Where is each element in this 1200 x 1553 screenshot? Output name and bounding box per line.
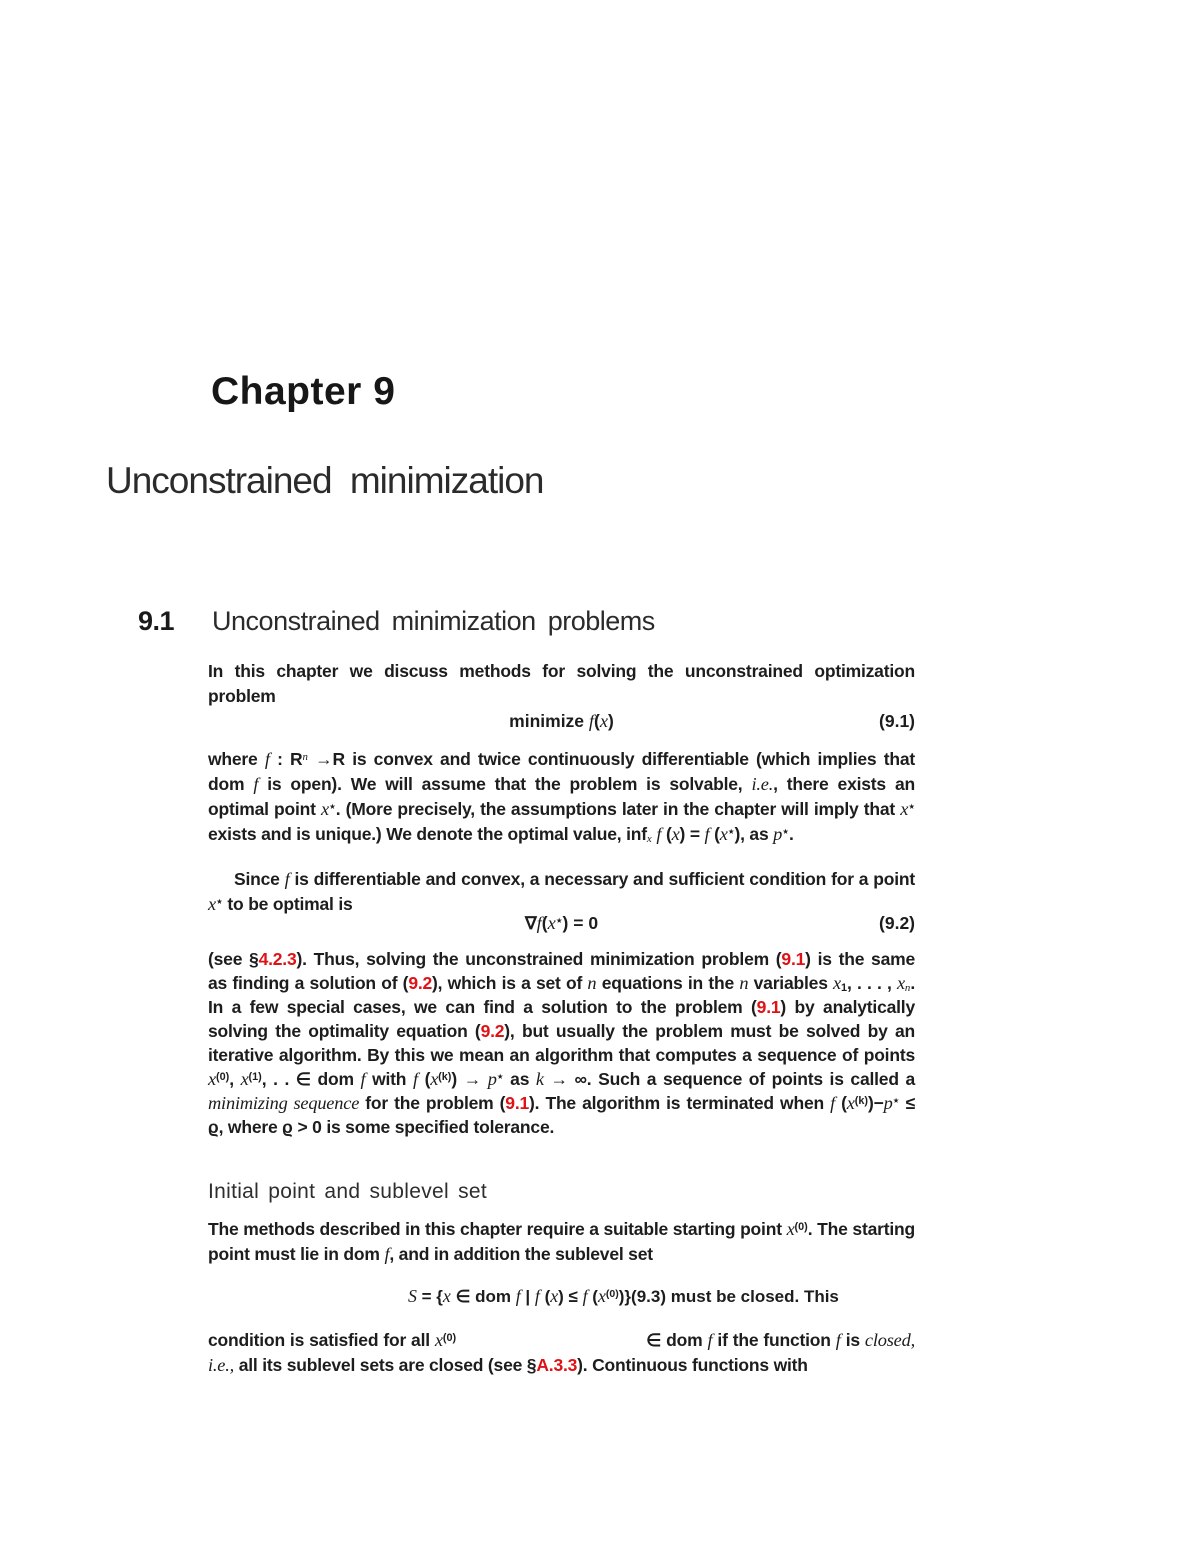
text-segment: The methods described in this chapter require a suitable starting point bbox=[208, 1219, 787, 1239]
text-segment: n bbox=[904, 982, 911, 995]
text-segment: ) = bbox=[679, 824, 705, 844]
text-segment: p bbox=[773, 824, 783, 844]
subsection-heading: Initial point and sublevel set bbox=[208, 1180, 487, 1203]
text-segment: ) → bbox=[451, 1069, 488, 1089]
text-segment: x bbox=[597, 1286, 606, 1306]
text-segment: ⋆ bbox=[496, 1070, 504, 1083]
chapter-title: Unconstrained minimization bbox=[106, 460, 544, 501]
text-segment: f bbox=[264, 749, 270, 769]
text-segment: equations in the bbox=[596, 973, 740, 993]
text-segment: to be optimal is bbox=[222, 894, 353, 914]
text-segment: → ∞. Such a sequence of points is called a bbox=[543, 1069, 916, 1089]
section-number: 9.1 bbox=[138, 606, 175, 636]
text-segment: (9.3) bbox=[631, 1287, 667, 1306]
paragraph-iterative-algorithm bbox=[208, 947, 915, 1139]
text-segment: n bbox=[739, 973, 749, 993]
text-segment: x bbox=[846, 1093, 855, 1113]
text-segment: f bbox=[835, 1330, 841, 1350]
text-segment: ) bbox=[608, 711, 614, 731]
cross-reference-link[interactable]: A.3.3 bbox=[536, 1355, 578, 1375]
text-segment: f bbox=[582, 1286, 588, 1306]
text-segment: k bbox=[535, 1069, 544, 1089]
paragraph-starting-point bbox=[208, 1217, 915, 1267]
cross-reference-link[interactable]: 9.1 bbox=[505, 1093, 530, 1113]
equation-9-3 bbox=[208, 1286, 915, 1307]
text-segment: n bbox=[302, 750, 308, 763]
text-segment: x bbox=[430, 1069, 439, 1089]
text-segment: x bbox=[547, 913, 556, 933]
text-segment: is bbox=[840, 1330, 865, 1350]
text-segment: (see § bbox=[208, 949, 259, 969]
text-segment: f bbox=[360, 1069, 366, 1089]
text-segment: ⋆ bbox=[727, 825, 735, 838]
text-segment: , . . . , bbox=[847, 973, 897, 993]
text-segment: x bbox=[208, 894, 216, 914]
text-segment: ). The algorithm is terminated when bbox=[529, 1093, 831, 1113]
text-segment: x bbox=[434, 1330, 443, 1350]
text-segment: ( bbox=[835, 1093, 847, 1113]
text-segment: ⋆ bbox=[328, 800, 336, 813]
text-segment: f bbox=[384, 1244, 390, 1264]
text-segment: ∇ bbox=[524, 913, 537, 933]
text-segment: minimizing sequence bbox=[208, 1093, 360, 1113]
text-segment: ). Continuous functions with bbox=[577, 1355, 808, 1375]
text-segment: ) by analytically solving the optimality equation ( bbox=[208, 997, 915, 1041]
text-segment: ⋆ bbox=[215, 895, 223, 908]
paragraph-intro: In this chapter we discuss methods for solving the unconstrained optimization problem bbox=[208, 661, 915, 706]
text-segment: x bbox=[320, 799, 329, 819]
section-heading bbox=[138, 606, 655, 637]
text-segment: ). Thus, solving the unconstrained minimization problem ( bbox=[296, 949, 782, 969]
text-segment: for the problem ( bbox=[359, 1093, 506, 1113]
text-segment: ( bbox=[661, 824, 672, 844]
text-segment: (0) bbox=[794, 1220, 808, 1233]
text-segment: as bbox=[503, 1069, 536, 1089]
text-segment: f bbox=[830, 1093, 836, 1113]
text-segment: x bbox=[786, 1219, 795, 1239]
text-segment: ( bbox=[709, 824, 720, 844]
equation-9-1-body bbox=[509, 711, 614, 731]
text-segment: R bbox=[289, 749, 303, 769]
text-segment: f bbox=[534, 1286, 540, 1306]
text-segment: x bbox=[599, 711, 608, 731]
text-segment: (k) bbox=[438, 1070, 452, 1083]
text-segment: Since bbox=[234, 869, 285, 889]
text-segment: ) = 0 bbox=[562, 913, 599, 933]
text-segment: with bbox=[365, 1069, 413, 1089]
text-segment: is open). We will assume that the problem is solvable, bbox=[258, 774, 752, 794]
text-segment: → bbox=[307, 749, 333, 769]
text-segment: x bbox=[646, 833, 652, 846]
cross-reference-link[interactable]: 9.1 bbox=[756, 997, 781, 1017]
cross-reference-link[interactable]: 9.1 bbox=[781, 949, 806, 969]
text-segment: . (More precisely, the assumptions later in the chapter will imply that bbox=[335, 799, 901, 819]
paragraph-problem-assumptions bbox=[208, 747, 915, 847]
text-segment: ) ≤ bbox=[558, 1287, 583, 1306]
text-segment: ( bbox=[594, 711, 600, 731]
paragraph-closedness-condition bbox=[208, 1328, 915, 1378]
equation-9-1-number: (9.1) bbox=[879, 711, 915, 731]
text-segment: ⋆ bbox=[908, 800, 915, 813]
paragraph-optimality-condition bbox=[208, 867, 915, 917]
text-segment: p bbox=[487, 1069, 497, 1089]
text-segment: x bbox=[550, 1286, 559, 1306]
text-segment: f bbox=[536, 913, 542, 933]
text-segment: = { bbox=[416, 1287, 443, 1306]
text-segment: ∈ dom bbox=[450, 1287, 516, 1306]
text-segment: f bbox=[515, 1286, 521, 1306]
text-segment: , there exists an optimal point bbox=[208, 774, 915, 819]
text-segment: x bbox=[900, 799, 909, 819]
text-segment: if the function bbox=[712, 1330, 836, 1350]
text-segment: x bbox=[719, 824, 728, 844]
text-segment: where bbox=[208, 749, 265, 769]
text-segment: i.e. bbox=[751, 774, 774, 794]
text-segment: . bbox=[788, 824, 794, 844]
cross-reference-link[interactable]: 9.2 bbox=[480, 1021, 505, 1041]
text-segment: ( bbox=[539, 1287, 551, 1306]
text-segment: . In a few special cases, we can find a solution to the problem ( bbox=[208, 973, 915, 1017]
text-segment: x bbox=[240, 1069, 249, 1089]
text-segment: ( bbox=[417, 1069, 431, 1089]
text-segment: , bbox=[229, 1069, 241, 1089]
text-segment: 1 bbox=[841, 982, 848, 995]
text-segment: (0) bbox=[605, 1287, 619, 1300]
text-segment: )− bbox=[868, 1093, 884, 1113]
text-segment: x bbox=[833, 973, 841, 993]
text-segment: S bbox=[408, 1286, 417, 1306]
text-segment: all its sublevel sets are closed (see § bbox=[234, 1355, 537, 1375]
text-segment: : bbox=[269, 749, 290, 769]
text-segment: ∈ dom bbox=[646, 1330, 708, 1350]
text-segment: x bbox=[671, 824, 680, 844]
text-segment: )} bbox=[618, 1287, 632, 1306]
text-segment: is convex and twice continuously differentiable (which implies that dom bbox=[208, 749, 916, 794]
text-segment: , and in addition the sublevel set bbox=[389, 1244, 653, 1264]
text-segment: ( bbox=[541, 913, 548, 933]
text-segment: exists and is unique.) We denote the optimal value, inf bbox=[208, 824, 647, 844]
cross-reference-link[interactable]: 9.2 bbox=[408, 973, 433, 993]
text-segment: ), which is a set of bbox=[432, 973, 588, 993]
text-segment: is differentiable and convex, a necessary and sufficient condition for a point bbox=[289, 869, 915, 889]
text-segment: f bbox=[704, 824, 710, 844]
text-segment: f bbox=[588, 711, 595, 731]
text-segment: f bbox=[656, 824, 662, 844]
text-segment: (0) bbox=[442, 1331, 457, 1344]
text-segment: (0) bbox=[215, 1070, 230, 1083]
equation-9-2-number: (9.2) bbox=[879, 913, 915, 933]
text-segment: . The starting point must lie in dom bbox=[208, 1219, 915, 1264]
equation-9-3-body bbox=[408, 1287, 839, 1306]
text-segment: x bbox=[442, 1286, 451, 1306]
text-segment: ) is the same as finding a solution of ( bbox=[208, 949, 915, 993]
text-segment: n bbox=[587, 973, 597, 993]
text-segment: f bbox=[707, 1330, 713, 1350]
text-segment: ), but usually the problem must be solved by an iterative algorithm. By this we mean an algorithm that computes a sequence of points bbox=[208, 1021, 915, 1065]
equation-9-1 bbox=[208, 711, 915, 732]
text-segment: must be closed. This bbox=[666, 1287, 839, 1306]
equation-9-2-body bbox=[525, 913, 598, 933]
text-segment: minimize bbox=[509, 711, 589, 731]
text-segment: f bbox=[253, 774, 259, 794]
text-segment: ), as bbox=[734, 824, 774, 844]
text-segment: f bbox=[412, 1069, 418, 1089]
text-segment: ⋆ bbox=[782, 825, 789, 838]
text-segment: (1) bbox=[248, 1070, 262, 1083]
text-segment: ( bbox=[587, 1287, 598, 1306]
text-segment: | bbox=[520, 1287, 535, 1306]
chapter-number: Chapter 9 bbox=[211, 370, 396, 413]
text-segment: condition is satisfied for all bbox=[208, 1330, 435, 1350]
text-segment: (k) bbox=[854, 1094, 868, 1107]
text-segment: f bbox=[284, 869, 290, 889]
text-segment: closed, i.e., bbox=[208, 1330, 915, 1375]
text-segment: variables bbox=[748, 973, 834, 993]
text-segment: x bbox=[896, 973, 905, 993]
section-title: Unconstrained minimization problems bbox=[212, 606, 655, 636]
text-segment: R bbox=[332, 749, 345, 769]
text-segment: , . . ∈ dom bbox=[261, 1069, 361, 1089]
text-segment: x bbox=[208, 1069, 216, 1089]
text-segment: p bbox=[883, 1093, 893, 1113]
equation-9-2 bbox=[208, 913, 915, 934]
text-segment: ≤ ϱ, where ϱ > 0 is some specified tolerance. bbox=[208, 1093, 915, 1137]
text-segment: ⋆ bbox=[555, 914, 563, 927]
cross-reference-link[interactable]: 4.2.3 bbox=[258, 949, 297, 969]
text-segment: ⋆ bbox=[892, 1094, 900, 1107]
